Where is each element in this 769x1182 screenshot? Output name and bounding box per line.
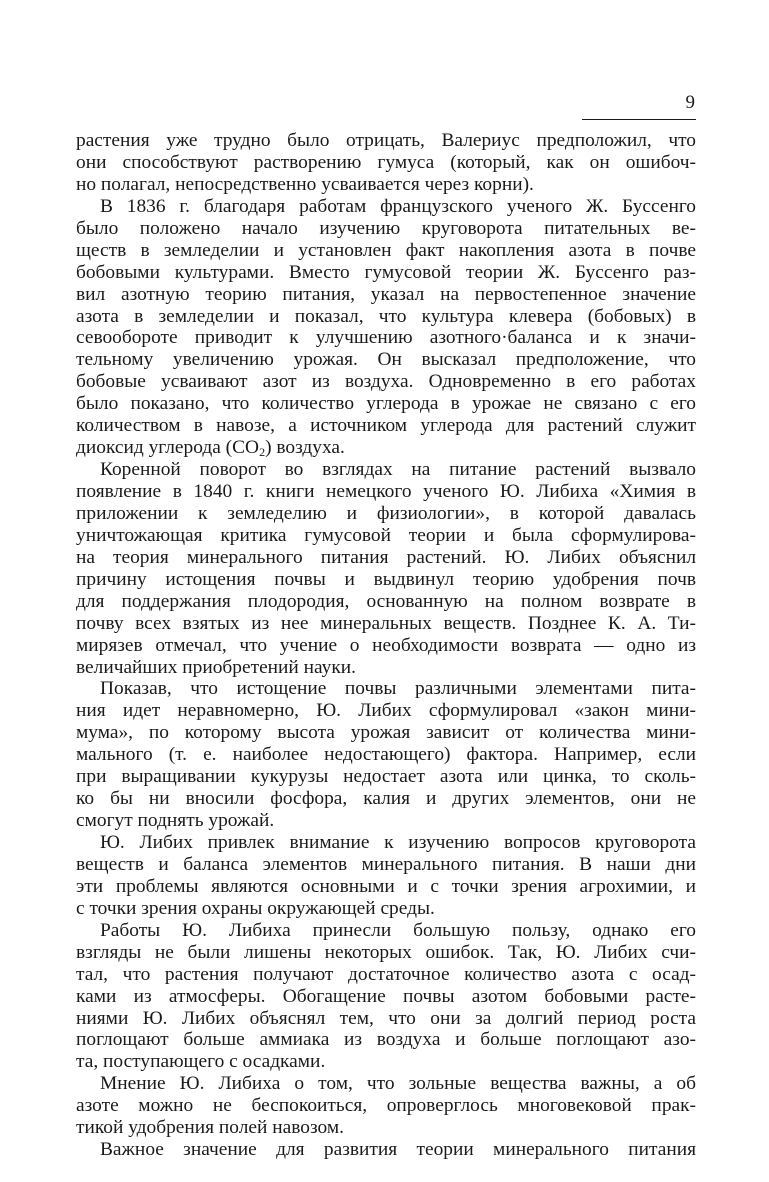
text-line: Мнение Ю. Либиха о том, что зольные вещества важны, а об <box>100 1073 696 1095</box>
paragraph <box>76 196 696 459</box>
text-line: было показано, что количество углерода в урожае не связано с его <box>76 393 696 415</box>
text-line: тикой удобрения полей навозом. <box>76 1117 344 1139</box>
text-line: с точки зрения охраны окружающей среды. <box>76 897 435 919</box>
text-line: бобовые усваивают азот из воздуха. Одновременно в его работах <box>76 371 696 393</box>
text-line: мума», по которому высота урожая зависит от количества мини- <box>76 722 696 744</box>
paragraph <box>76 130 696 196</box>
text-line: взгляды не были лишены некоторых ошибок. Так, Ю. Либих счи- <box>76 941 696 963</box>
text-line: уничтожающая критика гумусовой теории и была сформулирова- <box>76 524 696 546</box>
text-line: для поддержания плодородия, основанную на полном возврате в <box>76 590 696 612</box>
text-line: мирязев отмечал, что учение о необходимости возврата — одно из <box>76 634 696 656</box>
formula-subscript: 2 <box>259 445 266 460</box>
text-line: вил азотную теорию питания, указал на первостепенное значение <box>76 283 696 305</box>
paragraph <box>76 678 696 832</box>
text-line: приложении к земледелию и физиологии», в которой давалась <box>76 502 696 524</box>
text-line: было положено начало изучению круговорота питательных ве- <box>76 217 696 239</box>
text-line: ния идет неравномерно, Ю. Либих сформулировал «закон мини- <box>76 700 696 722</box>
paragraph <box>76 832 696 920</box>
text-line: растения уже трудно было отрицать, Валериус предположил, что <box>76 130 696 151</box>
text-line: при выращивании кукурузы недостает азота или цинка, то сколь- <box>76 766 696 788</box>
text-line: эти проблемы являются основными и с точки зрения агрохимии, и <box>76 875 696 897</box>
text-line: веществ и баланса элементов минерального питания. В наши дни <box>76 853 696 875</box>
paragraph <box>76 1073 696 1139</box>
text-line: на теория минерального питания растений. Ю. Либих объяснил <box>76 546 696 568</box>
text-line: появление в 1840 г. книги немецкого ученого Ю. Либиха «Химия в <box>76 481 696 502</box>
paragraph <box>76 459 696 678</box>
text-line: Важное значение для развития теории минерального питания <box>100 1139 696 1161</box>
body-text <box>76 130 696 1161</box>
text-line: азота в земледелии и показал, что культура клевера (бобовых) в <box>76 305 696 327</box>
text-line: смогут поднять урожай. <box>76 810 275 832</box>
text-line: тал, что растения получают достаточное количество азота с осад- <box>76 963 696 985</box>
text-line: ниями Ю. Либих объяснял тем, что они за долгий период роста <box>76 1007 696 1029</box>
text-line: величайших приобретений науки. <box>76 656 356 678</box>
page-number: 9 <box>685 92 695 113</box>
text-line: количеством в навозе, а источником углерода для растений служит <box>76 415 696 437</box>
text-line: ко бы ни вносили фосфора, калия и других элементов, они не <box>76 788 696 810</box>
text-line: Показав, что истощение почвы различными элементами пита- <box>100 678 696 700</box>
text-line: бобовыми культурами. Вместо гумусовой теории Ж. Буссенго раз- <box>76 261 696 283</box>
text-line: они способствуют растворению гумуса (который, как он ошибоч- <box>76 151 696 173</box>
text-line: мального (т. е. наиболее недостающего) фактора. Например, если <box>76 744 696 766</box>
text-line: тельному увеличению урожая. Он высказал предположение, что <box>76 349 696 371</box>
text-line: поглощают больше аммиака из воздуха и больше поглощают азо- <box>76 1029 696 1051</box>
text-line: севообороте приводит к улучшению азотного·баланса и к значи- <box>76 327 696 349</box>
text-line: азоте можно не беспокоиться, опроверглось многовековой прак- <box>76 1095 696 1117</box>
paragraph <box>76 1139 696 1161</box>
formula-suffix: ) воздуха. <box>265 437 345 459</box>
paragraph <box>76 920 696 1074</box>
text-line: В 1836 г. благодаря работам французского ученого Ж. Буссенго <box>100 195 696 217</box>
text-line: Работы Ю. Либиха принесли большую пользу, однако его <box>100 919 696 941</box>
text-line: почву всех взятых из нее минеральных веществ. Позднее К. А. Ти- <box>76 612 696 634</box>
formula-prefix: диоксид углерода (CO <box>76 437 260 459</box>
text-line: ществ в земледелии и установлен факт накопления азота в почве <box>76 239 696 261</box>
text-line: Ю. Либих привлек внимание к изучению вопросов круговорота <box>100 832 696 853</box>
text-line: ками из атмосферы. Обогащение почвы азотом бобовыми расте- <box>76 985 696 1007</box>
text-line: но полагал, непосредственно усваивается через корни). <box>76 173 534 195</box>
header-rule <box>582 119 696 120</box>
text-line: причину истощения почвы и выдвинул теорию удобрения почв <box>76 568 696 590</box>
text-line <box>76 437 696 459</box>
text-line: Коренной поворот во взглядах на питание растений вызвало <box>100 459 696 481</box>
text-line: та, поступающего с осадками. <box>76 1051 326 1073</box>
